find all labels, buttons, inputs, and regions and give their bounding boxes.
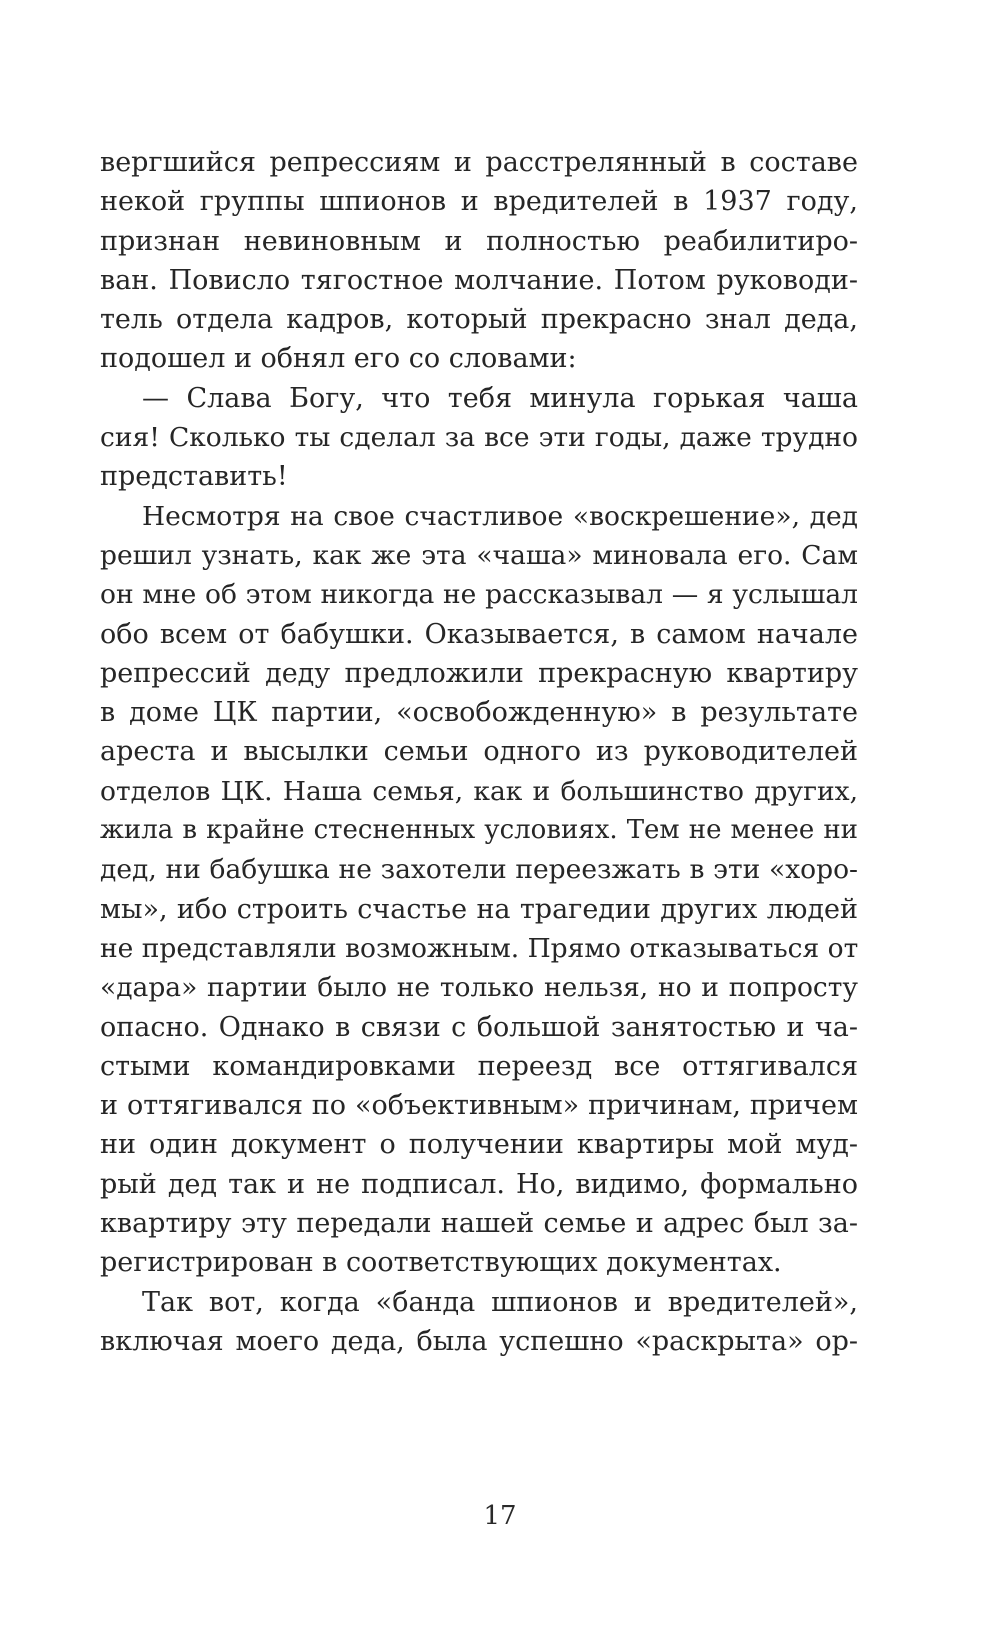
text-line: дед, ни бабушка не захотели переезжать в эти «хоро-: [100, 854, 858, 886]
text-line: рый дед так и не подписал. Но, видимо, формально: [100, 1168, 858, 1200]
text-line: он мне об этом никогда не рассказывал — я услышал: [100, 579, 858, 611]
text-line: и оттягивался по «объективным» причинам, причем: [100, 1090, 858, 1122]
text-line: стыми командировками переезд все оттягивался: [100, 1050, 858, 1082]
body-text: [100, 143, 858, 1361]
text-line: регистрирован в соответствующих документах.: [100, 1247, 782, 1279]
text-line: вергшийся репрессиям и расстрелянный в составе: [100, 147, 858, 178]
text-line: опасно. Однако в связи с большой занятостью и ча-: [100, 1011, 858, 1043]
text-line: Так вот, когда «банда шпионов и вредителей»,: [142, 1286, 858, 1318]
text-line: тель отдела кадров, который прекрасно знал деда,: [100, 304, 858, 336]
text-line: решил узнать, как же эта «чаша» миновала его. Сам: [100, 539, 858, 571]
text-line: включая моего деда, была успешно «раскрыта» ор-: [100, 1325, 858, 1357]
text-line: обо всем от бабушки. Оказывается, в самом начале: [100, 618, 858, 650]
text-line: признан невиновным и полностью реабилитиро-: [100, 225, 858, 257]
text-line: ареста и высылки семьи одного из руководителей: [100, 736, 858, 768]
text-line: — Слава Богу, что тебя минула горькая чаша: [142, 382, 858, 414]
text-line: подошел и обнял его со словами:: [100, 343, 577, 375]
text-line: Несмотря на свое счастливое «воскрешение», дед: [142, 500, 858, 532]
text-line: в доме ЦК партии, «освобожденную» в результате: [100, 697, 858, 729]
text-line: жила в крайне стесненных условиях. Тем не менее ни: [100, 815, 858, 846]
text-line: ни один документ о получении квартиры мой муд-: [100, 1129, 858, 1161]
text-line: отделов ЦК. Наша семья, как и большинство других,: [100, 775, 858, 807]
text-line: репрессий деду предложили прекрасную квартиру: [100, 657, 858, 689]
text-line: квартиру эту передали нашей семье и адрес был за-: [100, 1208, 858, 1240]
text-line: представить!: [100, 461, 288, 493]
text-line: некой группы шпионов и вредителей в 1937 году,: [100, 186, 858, 218]
text-line: не представляли возможным. Прямо отказываться от: [100, 932, 859, 964]
text-line: «дара» партии было не только нельзя, но и попросту: [100, 972, 858, 1004]
text-line: сия! Сколько ты сделал за все эти годы, даже трудно: [100, 422, 858, 454]
text-line: мы», ибо строить счастье на трагедии других людей: [100, 893, 858, 925]
text-line: ван. Повисло тягостное молчание. Потом руководи-: [100, 264, 858, 296]
page-number: 17: [483, 1501, 517, 1531]
